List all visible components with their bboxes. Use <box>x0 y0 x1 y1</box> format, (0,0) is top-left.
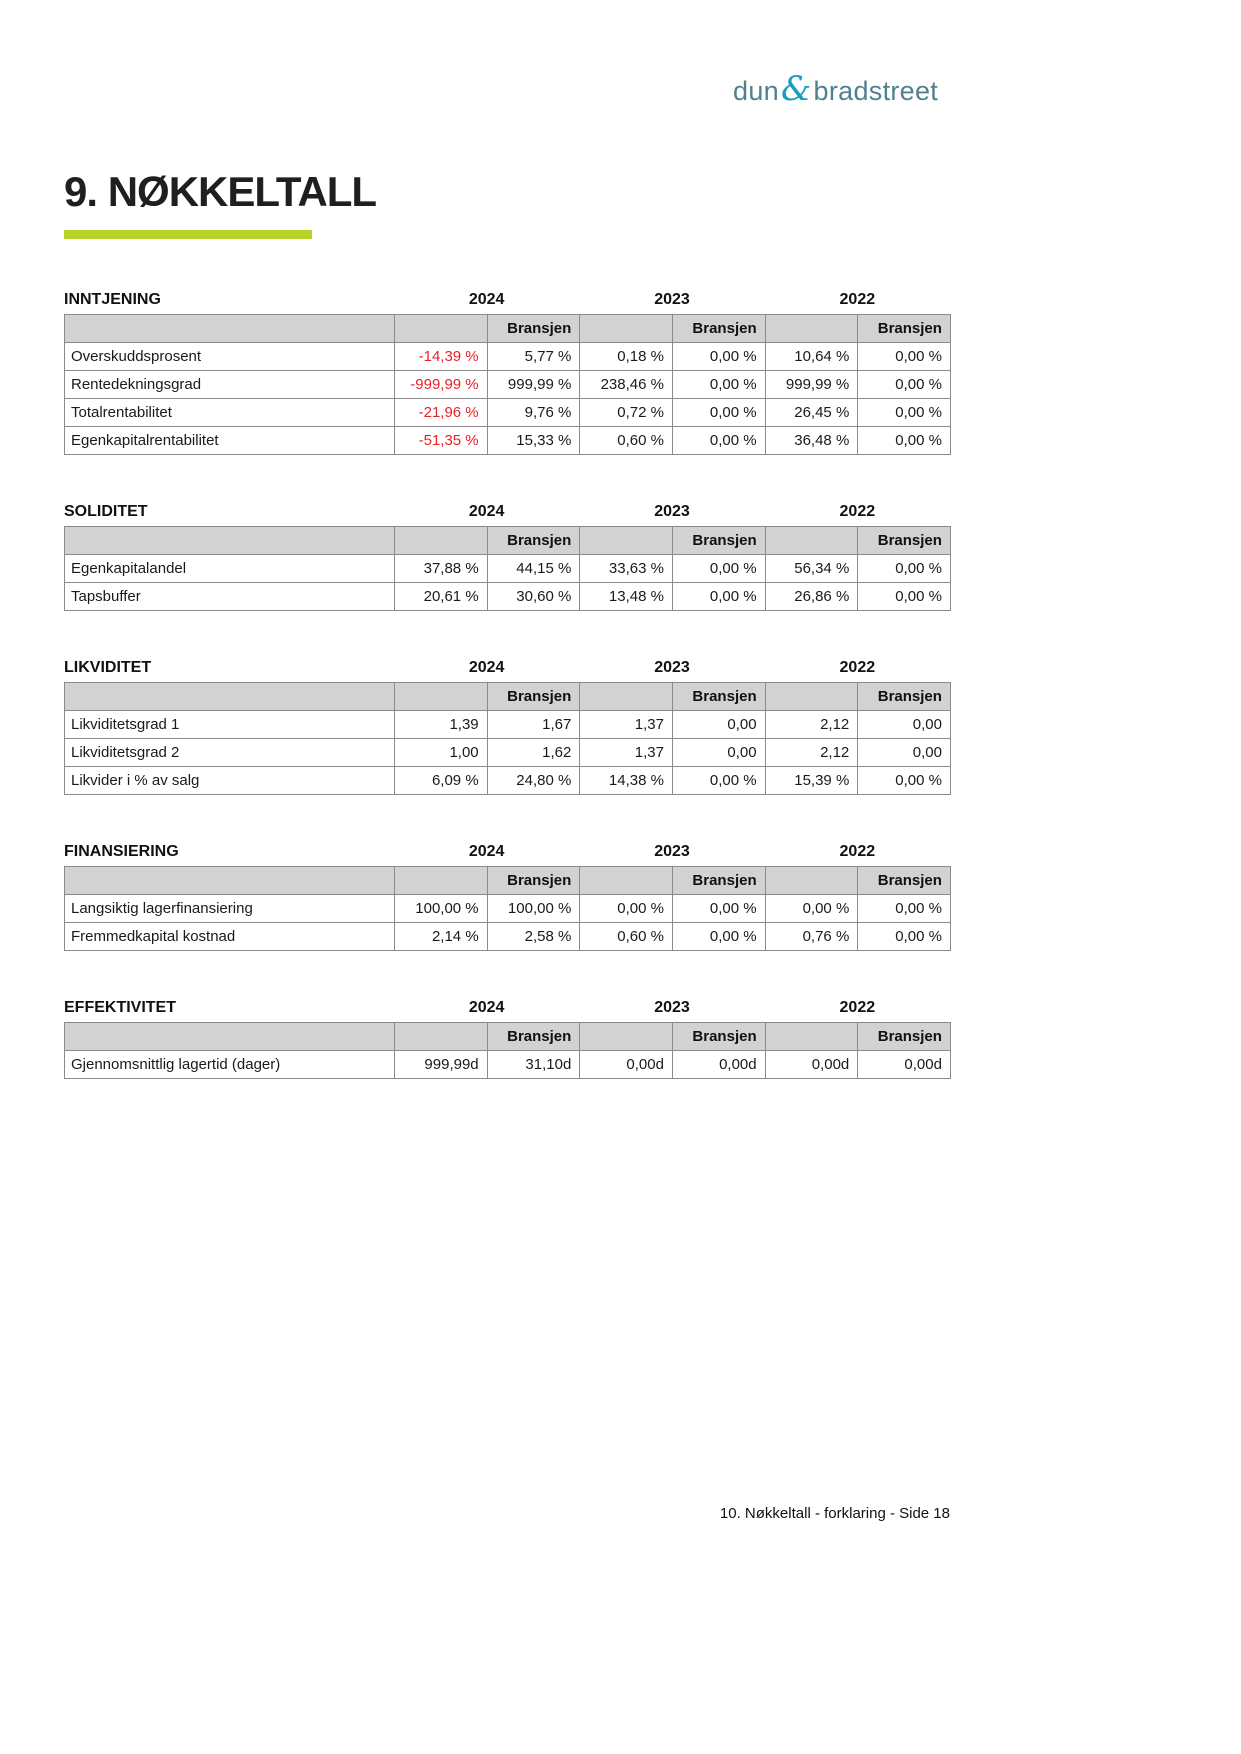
bransjen-header: Bransjen <box>672 867 765 895</box>
empty-header-cell <box>580 683 673 711</box>
year-label-2022: 2022 <box>839 291 876 308</box>
section-effektivitet <box>64 999 950 1079</box>
value-cell: 6,09 % <box>395 767 488 795</box>
value-cell: 2,12 <box>765 739 858 767</box>
value-cell: -51,35 % <box>395 427 488 455</box>
row-label: Egenkapitalandel <box>65 555 395 583</box>
year-label-2024: 2024 <box>468 503 505 520</box>
value-cell: 1,37 <box>580 711 673 739</box>
value-cell: -999,99 % <box>395 371 488 399</box>
bransjen-header: Bransjen <box>487 527 580 555</box>
value-cell: 0,00 <box>858 739 951 767</box>
row-label: Gjennomsnittlig lagertid (dager) <box>65 1051 395 1079</box>
row-label: Langsiktig lagerfinansiering <box>65 895 395 923</box>
bransjen-header: Bransjen <box>487 1023 580 1051</box>
value-cell: 1,00 <box>395 739 488 767</box>
value-cell: -14,39 % <box>395 343 488 371</box>
table-row <box>65 427 951 455</box>
value-cell: 0,00 % <box>672 895 765 923</box>
year-label-2022: 2022 <box>839 843 876 860</box>
section-header <box>64 503 950 521</box>
table-header-row <box>65 527 951 555</box>
table-row <box>65 555 951 583</box>
bransjen-header: Bransjen <box>858 683 951 711</box>
value-cell: 13,48 % <box>580 583 673 611</box>
section-soliditet <box>64 503 950 611</box>
bransjen-header: Bransjen <box>487 867 580 895</box>
table-header-row <box>65 683 951 711</box>
value-cell: 37,88 % <box>395 555 488 583</box>
inntjening-table <box>64 314 951 455</box>
table-row <box>65 1051 951 1079</box>
year-label-2023: 2023 <box>654 843 690 860</box>
value-cell: 0,00 % <box>858 895 951 923</box>
table-header-row <box>65 1023 951 1051</box>
value-cell: 0,00 % <box>672 583 765 611</box>
year-label-2022: 2022 <box>839 999 876 1016</box>
row-label: Likviditetsgrad 1 <box>65 711 395 739</box>
effektivitet-table <box>64 1022 951 1079</box>
value-cell: 31,10d <box>487 1051 580 1079</box>
value-cell: 0,00 % <box>858 371 951 399</box>
value-cell: 56,34 % <box>765 555 858 583</box>
page-title: 9. NØKKELTALL <box>64 168 377 215</box>
value-cell: 26,86 % <box>765 583 858 611</box>
value-cell: 0,00 % <box>672 427 765 455</box>
bransjen-header: Bransjen <box>487 683 580 711</box>
year-label-2024: 2024 <box>468 999 505 1016</box>
empty-header-cell <box>580 315 673 343</box>
section-title: LIKVIDITET <box>64 659 152 676</box>
value-cell: -21,96 % <box>395 399 488 427</box>
year-label-2022: 2022 <box>839 503 876 520</box>
empty-header-cell <box>765 867 858 895</box>
value-cell: 0,00 % <box>672 371 765 399</box>
value-cell: 5,77 % <box>487 343 580 371</box>
empty-header-cell <box>65 867 395 895</box>
value-cell: 0,76 % <box>765 923 858 951</box>
value-cell: 9,76 % <box>487 399 580 427</box>
value-cell: 0,00 % <box>858 767 951 795</box>
value-cell: 0,00 % <box>765 895 858 923</box>
value-cell: 0,00 % <box>672 399 765 427</box>
value-cell: 1,67 <box>487 711 580 739</box>
bransjen-header: Bransjen <box>858 527 951 555</box>
empty-header-cell <box>765 527 858 555</box>
row-label: Totalrentabilitet <box>65 399 395 427</box>
value-cell: 0,18 % <box>580 343 673 371</box>
empty-header-cell <box>580 1023 673 1051</box>
value-cell: 14,38 % <box>580 767 673 795</box>
value-cell: 24,80 % <box>487 767 580 795</box>
table-row <box>65 767 951 795</box>
empty-header-cell <box>580 527 673 555</box>
value-cell: 0,00 % <box>672 343 765 371</box>
value-cell: 2,14 % <box>395 923 488 951</box>
table-row <box>65 739 951 767</box>
value-cell: 36,48 % <box>765 427 858 455</box>
year-label-2024: 2024 <box>468 291 505 308</box>
value-cell: 0,00 <box>858 711 951 739</box>
soliditet-table <box>64 526 951 611</box>
value-cell: 44,15 % <box>487 555 580 583</box>
empty-header-cell <box>65 315 395 343</box>
year-label-2023: 2023 <box>654 999 690 1016</box>
row-label: Overskuddsprosent <box>65 343 395 371</box>
page-footer: 10. Nøkkeltall - forklaring - Side 18 <box>719 1505 950 1522</box>
page-content <box>64 0 950 1079</box>
likviditet-table <box>64 682 951 795</box>
table-header-row <box>65 315 951 343</box>
section-title: FINANSIERING <box>64 843 179 860</box>
value-cell: 0,00d <box>672 1051 765 1079</box>
value-cell: 1,37 <box>580 739 673 767</box>
value-cell: 2,58 % <box>487 923 580 951</box>
value-cell: 0,00 <box>672 739 765 767</box>
value-cell: 0,00 % <box>858 427 951 455</box>
section-likviditet <box>64 659 950 795</box>
section-header <box>64 999 950 1017</box>
value-cell: 20,61 % <box>395 583 488 611</box>
year-label-2023: 2023 <box>654 291 690 308</box>
value-cell: 999,99 % <box>487 371 580 399</box>
finansiering-table <box>64 866 951 951</box>
value-cell: 0,00d <box>580 1051 673 1079</box>
bransjen-header: Bransjen <box>672 683 765 711</box>
value-cell: 0,00 <box>672 711 765 739</box>
logo-ampersand-icon: & <box>780 69 812 109</box>
bransjen-header: Bransjen <box>858 1023 951 1051</box>
empty-header-cell <box>65 683 395 711</box>
value-cell: 15,39 % <box>765 767 858 795</box>
year-label-2022: 2022 <box>839 659 876 676</box>
empty-header-cell <box>765 683 858 711</box>
logo-word-bradstreet: bradstreet <box>813 76 939 106</box>
value-cell: 0,00d <box>858 1051 951 1079</box>
bransjen-header: Bransjen <box>672 315 765 343</box>
bransjen-header: Bransjen <box>858 867 951 895</box>
value-cell: 100,00 % <box>487 895 580 923</box>
year-label-2024: 2024 <box>468 843 505 860</box>
row-label: Fremmedkapital kostnad <box>65 923 395 951</box>
value-cell: 0,60 % <box>580 427 673 455</box>
table-row <box>65 895 951 923</box>
section-header <box>64 659 950 677</box>
empty-header-cell <box>395 527 488 555</box>
value-cell: 30,60 % <box>487 583 580 611</box>
table-row <box>65 371 951 399</box>
value-cell: 15,33 % <box>487 427 580 455</box>
empty-header-cell <box>765 315 858 343</box>
empty-header-cell <box>65 1023 395 1051</box>
empty-header-cell <box>395 683 488 711</box>
value-cell: 2,12 <box>765 711 858 739</box>
logo-word-dun: dun <box>733 76 779 106</box>
empty-header-cell <box>395 867 488 895</box>
bransjen-header: Bransjen <box>858 315 951 343</box>
table-row <box>65 711 951 739</box>
value-cell: 1,39 <box>395 711 488 739</box>
section-header <box>64 291 950 309</box>
empty-header-cell <box>65 527 395 555</box>
year-label-2023: 2023 <box>654 659 690 676</box>
value-cell: 0,00 % <box>672 555 765 583</box>
value-cell: 10,64 % <box>765 343 858 371</box>
value-cell: 0,00d <box>765 1051 858 1079</box>
year-label-2024: 2024 <box>468 659 505 676</box>
value-cell: 0,00 % <box>858 555 951 583</box>
value-cell: 1,62 <box>487 739 580 767</box>
table-row <box>65 343 951 371</box>
section-header <box>64 843 950 861</box>
value-cell: 0,00 % <box>580 895 673 923</box>
section-title: EFFEKTIVITET <box>64 999 176 1016</box>
value-cell: 0,60 % <box>580 923 673 951</box>
section-title: SOLIDITET <box>64 503 148 520</box>
value-cell: 0,00 % <box>858 399 951 427</box>
empty-header-cell <box>395 315 488 343</box>
value-cell: 100,00 % <box>395 895 488 923</box>
empty-header-cell <box>395 1023 488 1051</box>
empty-header-cell <box>765 1023 858 1051</box>
value-cell: 0,00 % <box>858 923 951 951</box>
bransjen-header: Bransjen <box>672 1023 765 1051</box>
value-cell: 999,99d <box>395 1051 488 1079</box>
title-accent-bar <box>64 230 312 239</box>
row-label: Rentedekningsgrad <box>65 371 395 399</box>
value-cell: 26,45 % <box>765 399 858 427</box>
year-label-2023: 2023 <box>654 503 690 520</box>
value-cell: 0,00 % <box>672 923 765 951</box>
value-cell: 33,63 % <box>580 555 673 583</box>
value-cell: 0,72 % <box>580 399 673 427</box>
value-cell: 238,46 % <box>580 371 673 399</box>
row-label: Likviditetsgrad 2 <box>65 739 395 767</box>
section-finansiering <box>64 843 950 951</box>
value-cell: 0,00 % <box>858 583 951 611</box>
table-row <box>65 583 951 611</box>
section-title: INNTJENING <box>64 291 161 308</box>
table-row <box>65 399 951 427</box>
bransjen-header: Bransjen <box>672 527 765 555</box>
section-inntjening <box>64 291 950 455</box>
row-label: Likvider i % av salg <box>65 767 395 795</box>
table-row <box>65 923 951 951</box>
row-label: Egenkapitalrentabilitet <box>65 427 395 455</box>
value-cell: 999,99 % <box>765 371 858 399</box>
value-cell: 0,00 % <box>858 343 951 371</box>
value-cell: 0,00 % <box>672 767 765 795</box>
table-header-row <box>65 867 951 895</box>
bransjen-header: Bransjen <box>487 315 580 343</box>
row-label: Tapsbuffer <box>65 583 395 611</box>
empty-header-cell <box>580 867 673 895</box>
